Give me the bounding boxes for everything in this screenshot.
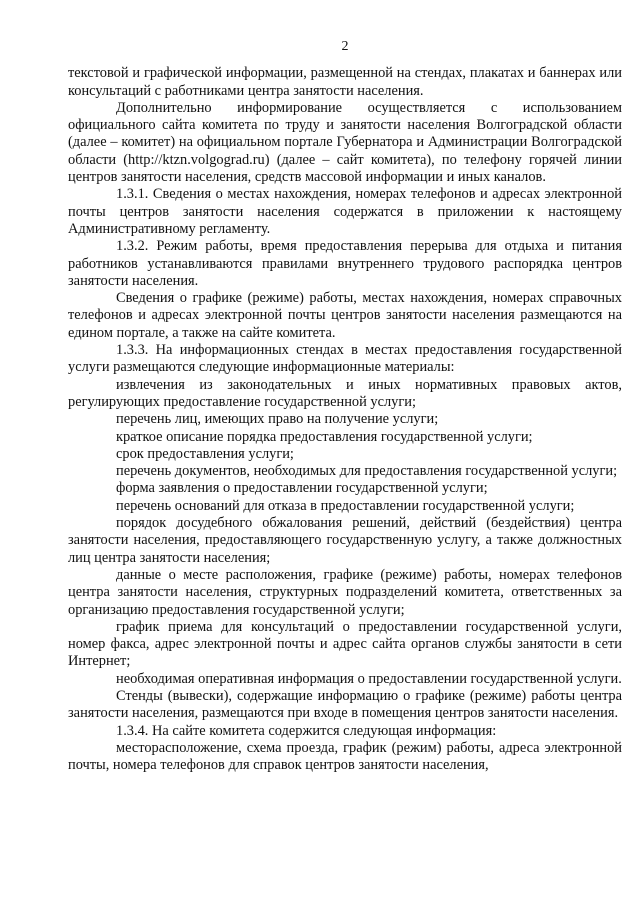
page-number: 2 (341, 39, 349, 54)
paragraph: 1.3.2. Режим работы, время предоставления перерыва для отдыха и питания работников устанавливаются правилами внутреннего трудового распорядка центров занятости населения. (68, 238, 622, 289)
list-item: перечень документов, необходимых для предоставления государственной услуги; (116, 463, 618, 480)
paragraph: 1.3.1. Сведения о местах нахождения, номерах телефонов и адресах электронной почты центров занятости населения содержатся в приложении к настоящему Административному регламенту. (68, 186, 622, 237)
list-item: краткое описание порядка предоставления государственной услуги; (116, 428, 533, 445)
list-item: форма заявления о предоставлении государственной услуги; (116, 480, 488, 497)
document-page (68, 38, 622, 774)
paragraph: Стенды (вывески), содержащие информацию о графике (режиме) работы центра занятости населения, размещаются при входе в помещения центров занятости населения. (68, 687, 622, 722)
list-item: график приема для консультаций о предоставлении государственной услуги, номер факса, адрес электронной почты и адрес сайта органов службы занятости в сети Интернет; (68, 618, 622, 670)
paragraph: 1.3.3. На информационных стендах в местах предоставления государственной услуги размещаются следующие информационные материалы: (68, 342, 622, 376)
paragraph: текстовой и графической информации, размещенной на стендах, плакатах и баннерах или консультаций с работниками центра занятости населения. (68, 65, 622, 99)
list-item: перечень оснований для отказа в предоставлении государственной услуги; (116, 497, 575, 514)
list-item: срок предоставления услуги; (116, 445, 294, 462)
list-item: перечень лиц, имеющих право на получение услуги; (116, 411, 439, 428)
list-item: порядок досудебного обжалования решений, действий (бездействия) центра занятости населения, предоставляющего государственную услугу, а также должностных лиц центра занятости населения; (68, 515, 622, 566)
document-body (68, 65, 622, 774)
paragraph: 1.3.4. На сайте комитета содержится следующая информация: (116, 722, 497, 739)
paragraph: Дополнительно информирование осуществляется с использованием официального сайта комитета по труду и занятости населения Волгоградской области (далее – комитет) на официальном портале Губернатора и Администрации Волгоградской области (http://ktzn.volgograd.ru) (далее – сайт комитета), по телефону горячей линии центров занятости населения, средств массовой информации и иных каналов. (68, 99, 622, 186)
list-item: извлечения из законодательных и иных нормативных правовых актов, регулирующих предоставление государственной услуги; (68, 376, 622, 410)
paragraph: Сведения о графике (режиме) работы, местах нахождения, номерах справочных телефонов и адресах электронной почты центров занятости населения размещаются на едином портале, а также на сайте комитета. (68, 290, 622, 341)
list-item: необходимая оперативная информация о предоставлении государственной услуги. (116, 670, 622, 687)
paragraph: месторасположение, схема проезда, график (режим) работы, адреса электронной почты, номера телефонов для справок центров занятости населения, (68, 739, 622, 774)
list-item: данные о месте расположения, графике (режиме) работы, номерах телефонов центра занятости населения, структурных подразделений комитета, ответственных за организацию предоставления государственной услуги; (68, 566, 622, 618)
